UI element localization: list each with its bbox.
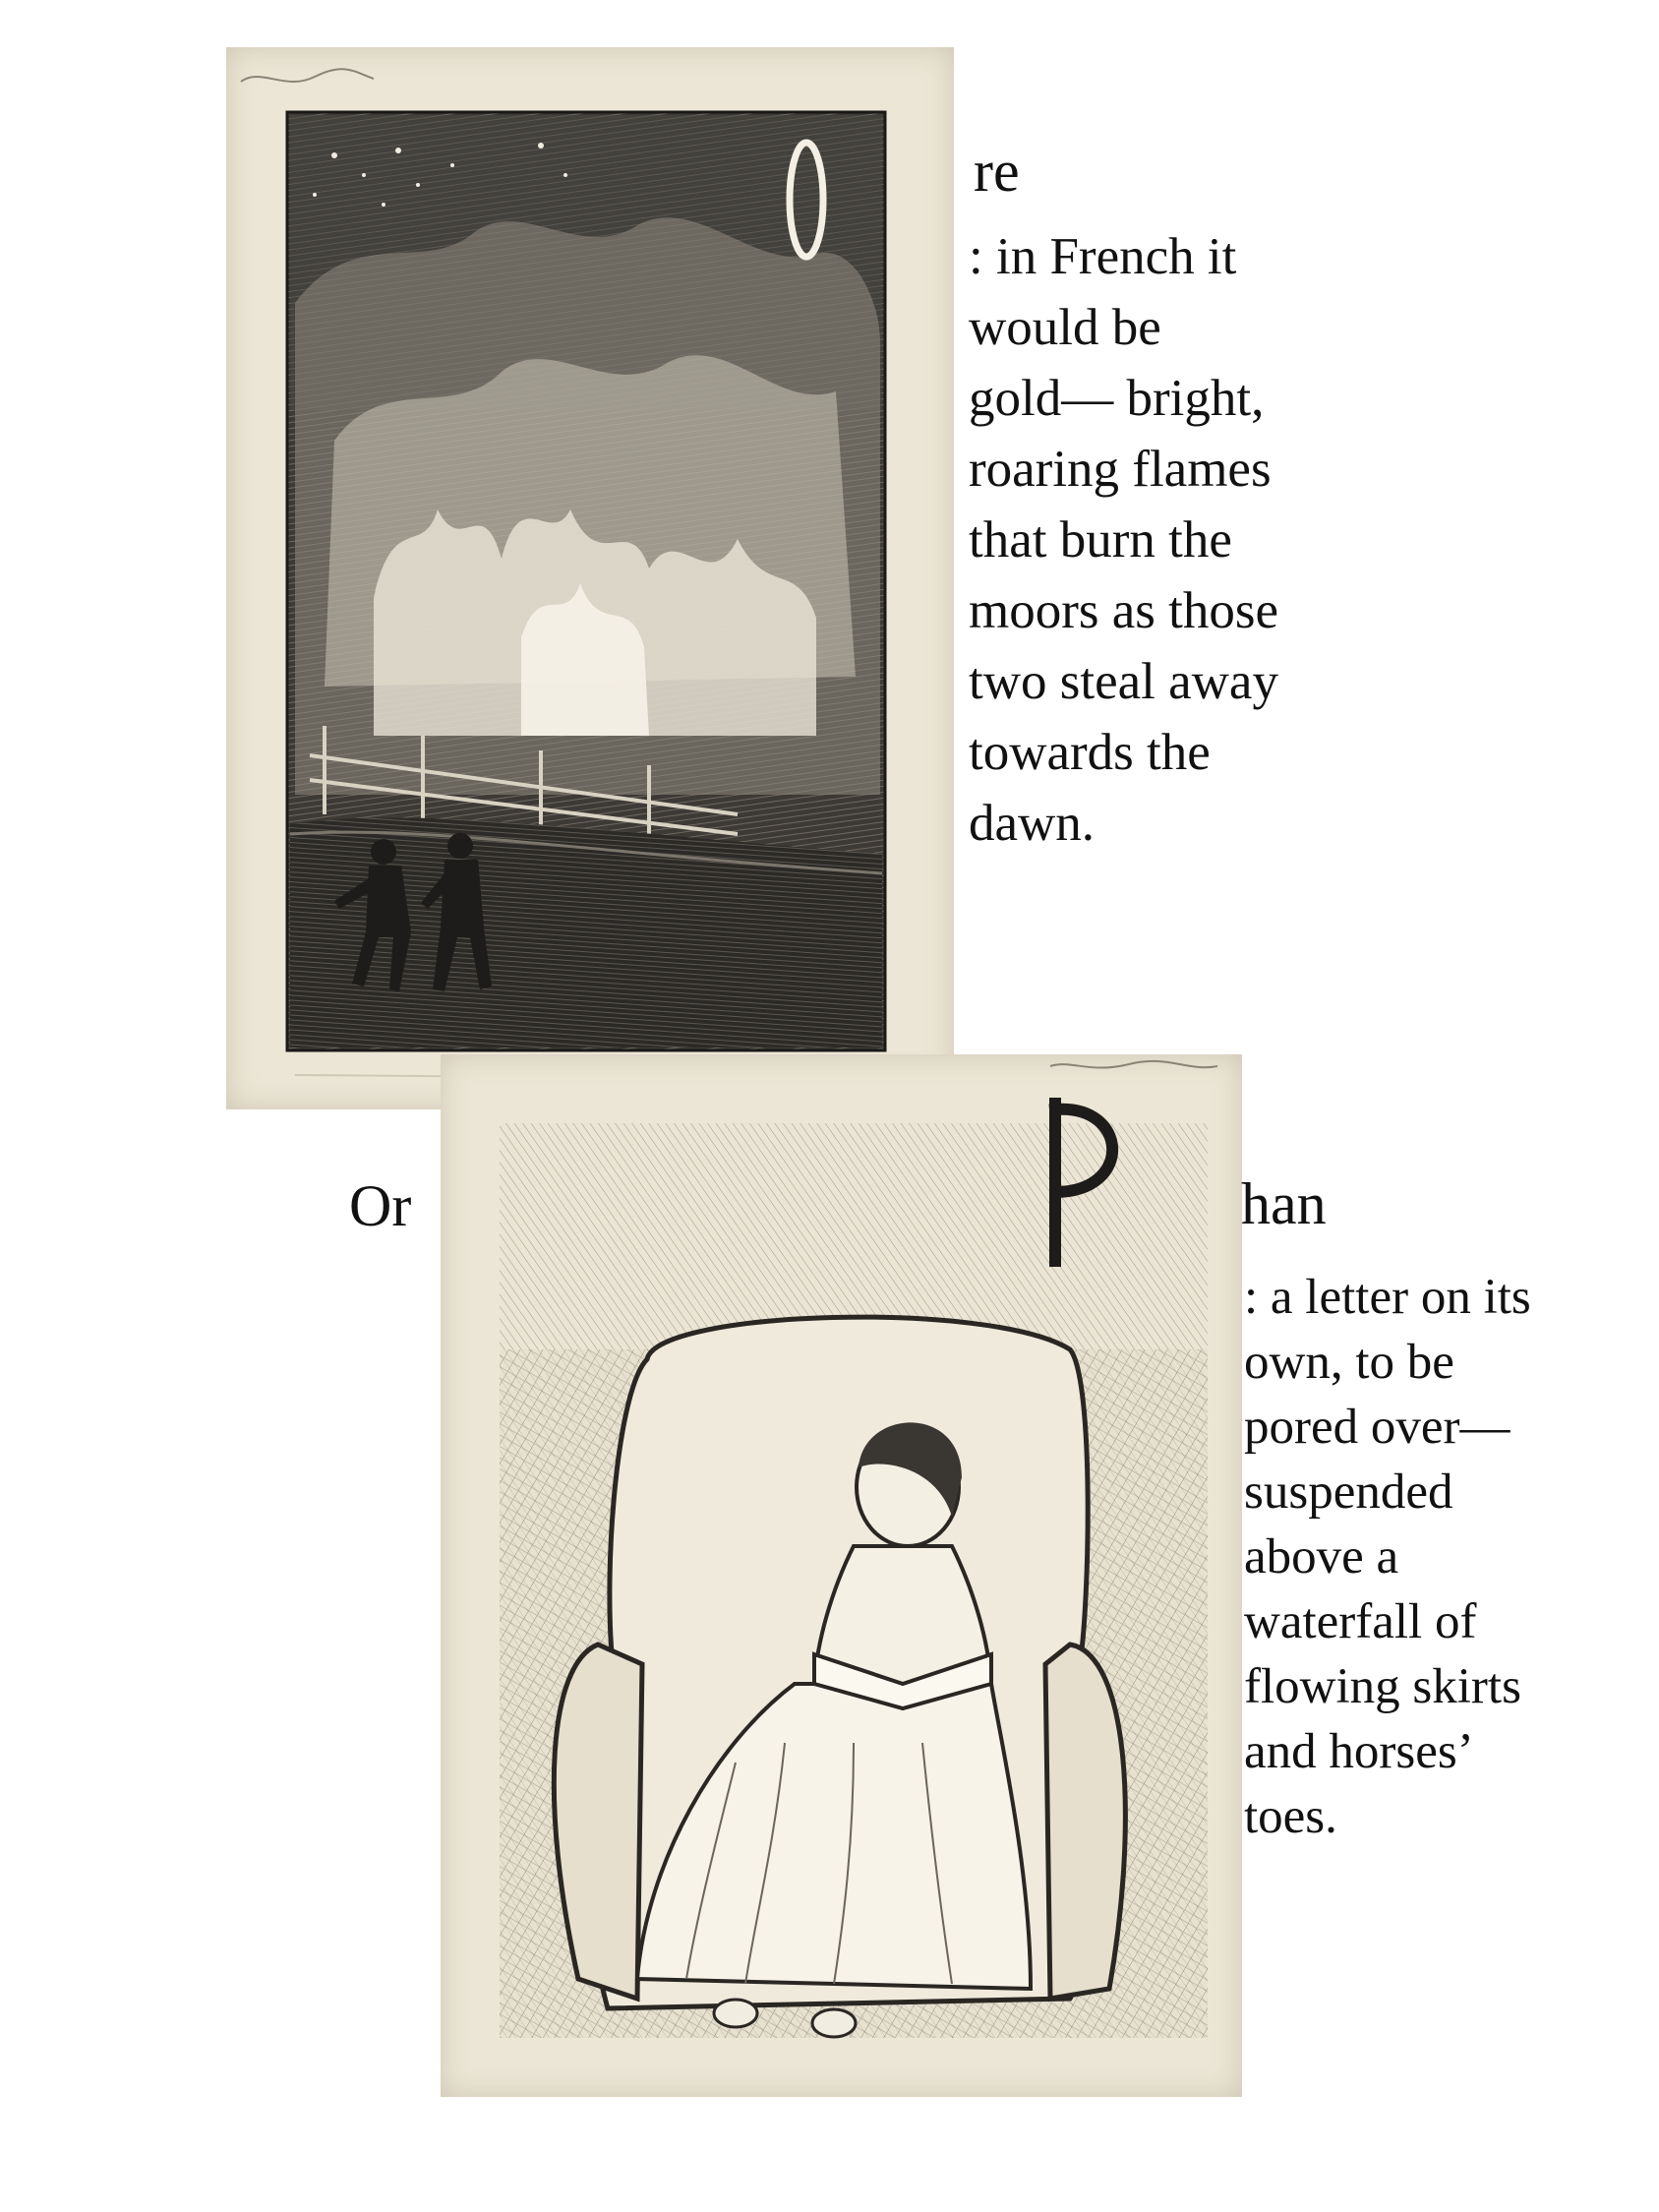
definition-line: dawn.: [969, 795, 1096, 852]
reading-girl-engraving: [441, 1054, 1242, 2097]
definition-line: and horses’: [1244, 1724, 1474, 1779]
definition-line: two steal away: [969, 653, 1278, 710]
entry-o-suffix: re: [974, 139, 1020, 204]
definition-line: waterfall of: [1244, 1594, 1477, 1649]
definition-line: roaring flames: [969, 441, 1272, 498]
definition-line: pored over—: [1244, 1400, 1511, 1455]
entry-p-suffix: han: [1241, 1171, 1327, 1236]
entry-o-definition: [969, 221, 1278, 859]
definition-line: above a: [1244, 1529, 1399, 1584]
definition-line: suspended: [1244, 1465, 1453, 1520]
definition-line: : a letter on its: [1244, 1270, 1531, 1325]
definition-line: toes.: [1244, 1789, 1337, 1844]
definition-line: flowing skirts: [1244, 1659, 1521, 1714]
entry-p-prefix: Or: [349, 1173, 412, 1238]
definition-line: gold— bright,: [969, 370, 1265, 427]
definition-line: : in French it: [969, 228, 1237, 285]
definition-line: towards the: [969, 724, 1211, 781]
definition-line: would be: [969, 299, 1161, 356]
fire-engraving: [226, 47, 954, 1109]
definition-line: own, to be: [1244, 1335, 1454, 1390]
definition-line: that burn the: [969, 511, 1232, 568]
illustration-card-p: [441, 1054, 1242, 2097]
definition-line: moors as those: [969, 582, 1279, 639]
illustration-card-o: [226, 47, 954, 1109]
entry-p-definition: [1244, 1265, 1531, 1849]
